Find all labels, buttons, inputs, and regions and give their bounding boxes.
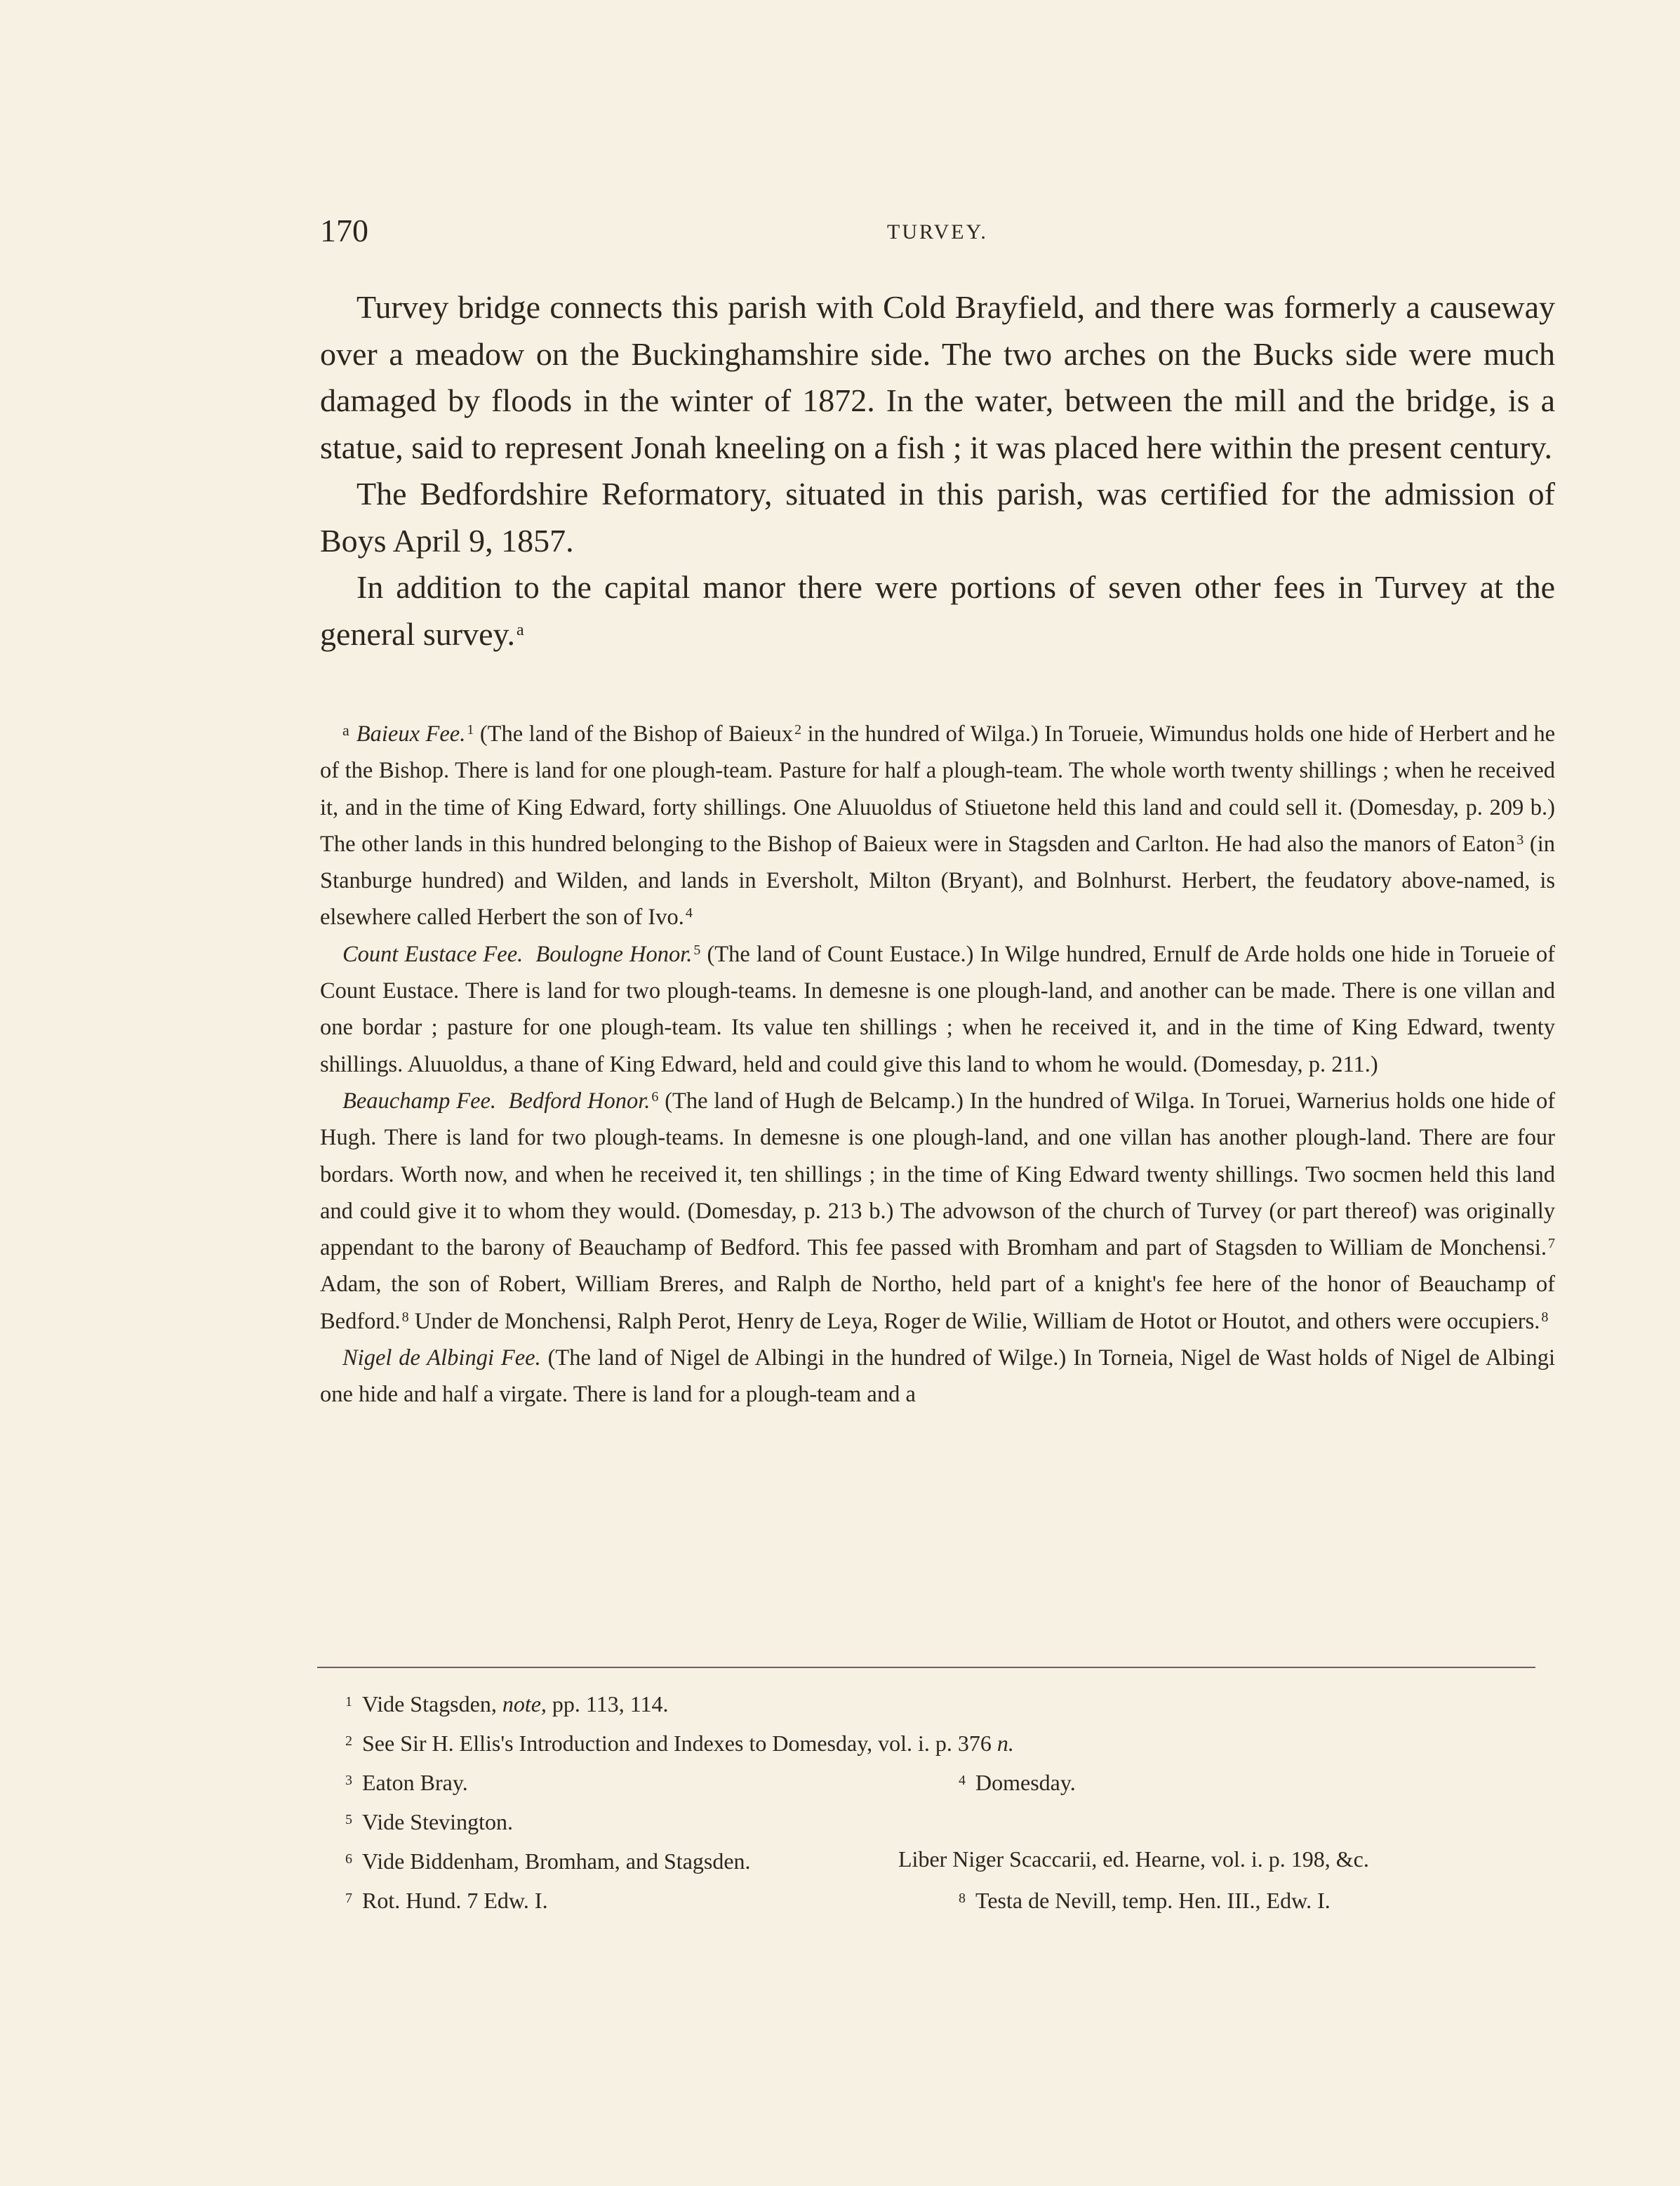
footnote-ref: 8 [1541, 1309, 1549, 1325]
footnote-2: $^2$ See Sir H. Ellis's Introduction and Indexes to Domesday, vol. i. p. 376 n. [345, 1731, 1014, 1756]
footnote-ref: 1 [467, 722, 474, 738]
note-eustace-fee: Count Eustace Fee. Boulogne Honor. $^5$ (The land of Count Eustace.) In Wilge hundred, Ernulf de Arde holds one hide in Torueie of Count Eustace. There is land for two plough-teams. In demesne is one plough-land, and another can be made. There is one villan and one bordar ; pasture for one plough-team. Its value ten shillings ; when he received it, and in the time of King Edward, twenty shillings. Aluuoldus, a thane of King Edward, held and could give this land to whom he would. (Domesday, p. 211.) [320, 941, 1556, 1077]
footnote-row [333, 1879, 1568, 1918]
notes-section [320, 712, 1555, 1413]
footnote-1: $^1$ Vide Stagsden, note, pp. 113, 114. [345, 1691, 669, 1717]
note-albingi-fee: Nigel de Albingi Fee. (The land of Nigel de Albingi in the hundred of Wilge.) In Torneia, Nigel de Wast holds of Nigel de Albingi one hide and half a virgate. There is land for a plough-team and a [320, 1345, 1556, 1408]
footnote-row [333, 1839, 1568, 1879]
footnote-ref: 2 [794, 722, 802, 738]
footnote-ref: 3 [1516, 832, 1524, 848]
note-marker: a [342, 721, 349, 739]
footnote-6: $^6$ Vide Biddenham, Bromham, and Stagsden. [345, 1848, 751, 1874]
footnote-4: $^4$ Domesday. [959, 1770, 1076, 1795]
running-head [320, 208, 1555, 254]
note-title: Baieux Fee. [356, 721, 466, 747]
footnote-ref: 6 [651, 1088, 659, 1105]
note-title: Beauchamp Fee. [342, 1088, 497, 1114]
footnote-8: $^8$ Testa de Nevill, temp. Hen. III., Edw. I. [959, 1888, 1331, 1913]
note-title: Nigel de Albingi Fee. [342, 1345, 541, 1371]
note-subtitle: Boulogne Honor. [535, 941, 693, 967]
footnotes [333, 1682, 1568, 1918]
footnote-divider [317, 1667, 1535, 1668]
footnote-3: $^3$ Eaton Bray. [345, 1770, 468, 1795]
footnote-row [333, 1761, 1568, 1800]
note-title: Count Eustace Fee. [342, 941, 524, 967]
footnote-6-continued: Liber Niger Scaccarii, ed. Hearne, vol. i. p. 198, &c. [898, 1846, 1369, 1872]
note-subtitle: Bedford Honor. [508, 1088, 651, 1114]
main-text [320, 284, 1555, 658]
footnote-ref: 4 [685, 905, 693, 921]
paragraph-bridge: Turvey bridge connects this parish with Cold Brayfield, and there was formerly a causeway over a meadow on the Buckinghamshire side. The two arches on the Bucks side were much damaged by floods in the winter of 1872. In the water, between the mill and the bridge, is a statue, said to represent Jonah kneeling on a fish ; it was placed here within the present century. [320, 289, 1555, 465]
running-title: TURVEY. [887, 220, 988, 244]
note-beauchamp-fee: Beauchamp Fee. Bedford Honor. $^6$ (The land of Hugh de Belcamp.) In the hundred of Wilga. In Toruei, Warnerius holds one hide of Hugh. There is land for two plough-teams. In demesne is one plough-land, and one villan has another plough-land. There are four bordars. Worth now, and when he received it, ten shillings ; in the time of King Edward twenty shillings. Two socmen held this land and could give it to whom they would. (Domesday, p. 213 b.) The advowson of the church of Turvey (or part thereof) was originally appendant to the barony of Beauchamp of Bedford. This fee passed with Bromham and part of Stagsden to William de Monchensi. $^7$ Adam, the son of Robert, William Breres, and Ralph de Northo, held part of a knight's fee here of the honor of Beauchamp of Bedford. $^8$ Under de Monchensi, Ralph Perot, Henry de Leya, Roger de Wilie, William de Hotot or Houtot, and others were occupiers. $^8$ [320, 1088, 1556, 1334]
paragraph-fees: In addition to the capital manor there were portions of seven other fees in Turvey at the general survey.$^a$ [320, 569, 1555, 652]
footnote-ref: 7 [1548, 1236, 1555, 1252]
note-marker: a [516, 620, 524, 639]
note-baieux-fee: $^a$ Baieux Fee. $^1$ (The land of the Bishop of Baieux $^2$ in the hundred of Wilga.) In Torueie, Wimundus holds one hide of Herbert and he of the Bishop. There is land for one plough-team. Pasture for half a plough-team. The whole worth twenty shillings ; when he received it, and in the time of King Edward, forty shillings. One Aluuoldus of Stiuetone held this land and could sell it. (Domesday, p. 209 b.) The other lands in this hundred belonging to the Bishop of Baieux were in Stagsden and Carlton. He had also the manors of Eaton $^3$ (in Stanburge hundred) and Wilden, and lands in Eversholt, Milton (Bryant), and Bolnhurst. Herbert, the feudatory above-named, is elsewhere called Herbert the son of Ivo. $^4$ [320, 721, 1556, 931]
page-number: 170 [320, 213, 368, 248]
footnote-row [333, 1721, 1568, 1761]
footnote-row [333, 1800, 1568, 1839]
footnote-5: $^5$ Vide Stevington. [345, 1809, 513, 1834]
footnote-ref: 5 [693, 942, 701, 958]
footnote-ref: 8 [401, 1309, 409, 1325]
footnote-row [333, 1682, 1568, 1721]
paragraph-reformatory: The Bedfordshire Reformatory, situated in this parish, was certified for the admission of Boys April 9, 1857. [320, 476, 1555, 559]
footnote-7: $^7$ Rot. Hund. 7 Edw. I. [345, 1888, 548, 1913]
